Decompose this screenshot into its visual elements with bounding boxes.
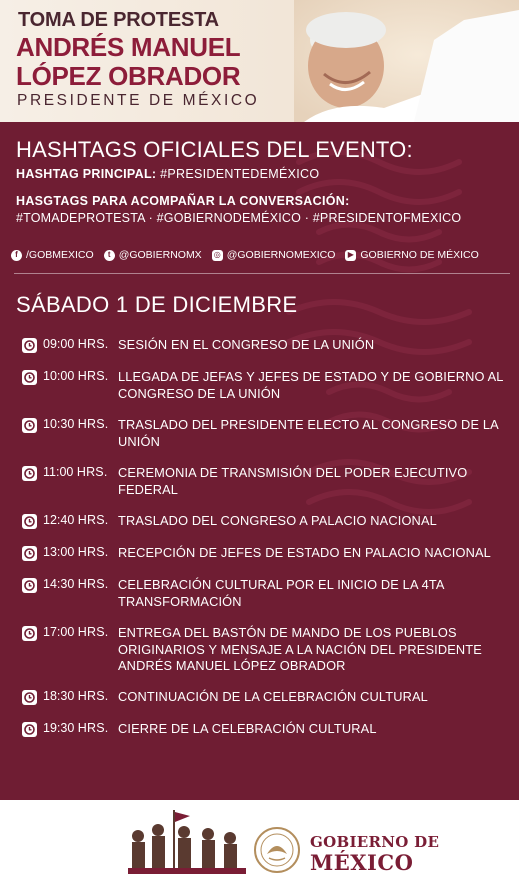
- hashtags-accompany-label: HASGTAGS PARA ACOMPAÑAR LA CONVERSACIÓN:: [16, 194, 350, 208]
- header-line-name2: LÓPEZ OBRADOR: [16, 61, 241, 91]
- clock-icon: [22, 370, 37, 385]
- schedule-description: LLEGADA DE JEFAS Y JEFES DE ESTADO Y DE GOBIERNO AL CONGRESO DE LA UNIÓN: [118, 369, 504, 401]
- facebook-icon: f: [11, 250, 22, 261]
- hashtags-accompany-list: #TOMADEPROTESTA · #GOBIERNODEMÉXICO · #PRESIDENTOFMEXICO: [16, 211, 462, 225]
- schedule-description: CIERRE DE LA CELEBRACIÓN CULTURAL: [118, 721, 377, 736]
- schedule-time: 12:40 HRS.: [43, 513, 109, 527]
- schedule-time: 11:00 HRS.: [43, 465, 108, 479]
- schedule-time: 17:00 HRS.: [43, 625, 109, 639]
- social-links: [11, 246, 511, 264]
- schedule-time: 10:00 HRS.: [43, 369, 109, 383]
- schedule-description: CEREMONIA DE TRANSMISIÓN DEL PODER EJECUTIVO FEDERAL: [118, 465, 468, 497]
- clock-icon: [22, 626, 37, 641]
- clock-icon: [22, 690, 37, 705]
- schedule-time: 09:00 HRS.: [43, 337, 109, 351]
- event-date: SÁBADO 1 DE DICIEMBRE: [16, 292, 298, 317]
- national-heroes-logo: [128, 808, 246, 880]
- mexico-label: MÉXICO: [310, 850, 414, 875]
- schedule-description: CELEBRACIÓN CULTURAL POR EL INICIO DE LA 4TA TRANSFORMACIÓN: [118, 577, 444, 609]
- event-panel: [0, 122, 519, 800]
- social-instagram: [212, 249, 336, 261]
- mexico-seal-icon: [253, 826, 301, 874]
- divider: [14, 273, 510, 274]
- schedule-description: ENTREGA DEL BASTÓN DE MANDO DE LOS PUEBLOS ORIGINARIOS Y MENSAJE A LA NACIÓN DEL PRESIDENTE ANDRÉS MANUEL LÓPEZ OBRADOR: [118, 625, 482, 673]
- clock-icon: [22, 338, 37, 353]
- schedule-time: 10:30 HRS.: [43, 417, 109, 431]
- president-portrait: [294, 0, 519, 122]
- youtube-icon: ▶: [345, 250, 356, 261]
- twitter-icon: t: [104, 250, 115, 261]
- clock-icon: [22, 514, 37, 529]
- social-youtube: [345, 249, 478, 261]
- gobierno-de-label: GOBIERNO DE: [310, 833, 440, 851]
- footer: [0, 800, 519, 895]
- hashtag-principal-label: HASHTAG PRINCIPAL:: [16, 167, 157, 181]
- social-twitter: [104, 249, 202, 261]
- social-twitter-label: @GOBIERNOMX: [118, 249, 202, 261]
- schedule-description: CONTINUACIÓN DE LA CELEBRACIÓN CULTURAL: [118, 689, 428, 704]
- schedule-time: 13:00 HRS.: [43, 545, 109, 559]
- social-facebook: [11, 249, 94, 261]
- schedule-description: TRASLADO DEL CONGRESO A PALACIO NACIONAL: [118, 513, 437, 528]
- hashtags-title: HASHTAGS OFICIALES DEL EVENTO:: [16, 137, 413, 162]
- schedule-time: 19:30 HRS.: [43, 721, 109, 735]
- hashtag-principal-value: #PRESIDENTEDEMÉXICO: [156, 167, 320, 181]
- social-instagram-label: @GOBIERNOMEXICO: [226, 249, 336, 261]
- header-line-name1: ANDRÉS MANUEL: [16, 32, 241, 62]
- schedule-description: RECEPCIÓN DE JEFES DE ESTADO EN PALACIO NACIONAL: [118, 545, 491, 560]
- hashtag-principal: [16, 167, 319, 181]
- clock-icon: [22, 418, 37, 433]
- header-line-toma: TOMA DE PROTESTA: [18, 9, 219, 31]
- clock-icon: [22, 546, 37, 561]
- clock-icon: [22, 722, 37, 737]
- social-facebook-label: /GOBMEXICO: [26, 249, 94, 261]
- instagram-icon: ◎: [212, 250, 223, 261]
- schedule-time: 14:30 HRS.: [43, 577, 109, 591]
- schedule-description: TRASLADO DEL PRESIDENTE ELECTO AL CONGRESO DE LA UNIÓN: [118, 417, 499, 449]
- social-youtube-label: GOBIERNO DE MÉXICO: [360, 249, 479, 261]
- header-banner: [0, 0, 519, 122]
- clock-icon: [22, 578, 37, 593]
- clock-icon: [22, 466, 37, 481]
- schedule-time: 18:30 HRS.: [43, 689, 109, 703]
- schedule-description: SESIÓN EN EL CONGRESO DE LA UNIÓN: [118, 337, 375, 352]
- header-line-title: PRESIDENTE DE MÉXICO: [17, 92, 260, 109]
